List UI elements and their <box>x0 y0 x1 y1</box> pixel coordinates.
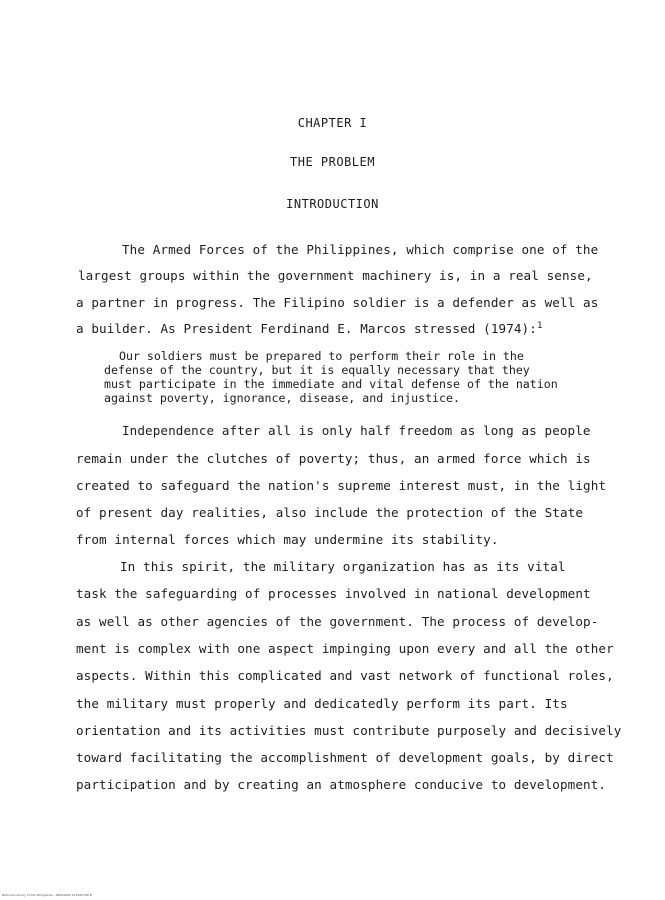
paragraph-line: ment is complex with one aspect impinging upon every and all the other <box>76 641 614 656</box>
paragraph-text: a builder. As President Ferdinand E. Marcos stressed (1974): <box>76 321 537 337</box>
paragraph-line: The Armed Forces of the Philippines, which comprise one of the <box>122 242 599 257</box>
quote-line: must participate in the immediate and vital defense of the nation <box>104 377 558 391</box>
quote-line: defense of the country, but it is equally necessary that they <box>104 363 530 377</box>
paragraph-line: as well as other agencies of the government. The process of develop- <box>76 614 599 629</box>
paragraph-line: from internal forces which may undermine its stability. <box>76 532 499 547</box>
paragraph-line: toward facilitating the accomplishment of development goals, by direct <box>76 750 614 765</box>
paragraph-line: of present day realities, also include the protection of the State <box>76 505 584 520</box>
paragraph-line: Independence after all is only half freedom as long as people <box>122 423 591 438</box>
paragraph-line: participation and by creating an atmosphere conducive to development. <box>76 777 607 792</box>
paragraph-line: a partner in progress. The Filipino soldier is a defender as well as <box>76 295 599 310</box>
paragraph-line: task the safeguarding of processes involved in national development <box>76 586 591 601</box>
footnote-marker: 1 <box>536 321 543 331</box>
scan-footer: National Library of the Philippines · ISBN/ISSN 123456789 B <box>2 893 92 897</box>
paragraph-line: In this spirit, the military organization has as its vital <box>120 559 566 574</box>
section-heading: INTRODUCTION <box>286 197 379 211</box>
paragraph-line: created to safeguard the nation's supreme interest must, in the light <box>76 478 607 493</box>
paragraph-line: largest groups within the government machinery is, in a real sense, <box>78 268 593 283</box>
paragraph-line: orientation and its activities must contribute purposely and decisively <box>76 723 622 738</box>
chapter-title: THE PROBLEM <box>290 155 375 169</box>
chapter-heading: CHAPTER I <box>297 116 368 130</box>
paragraph-line: the military must properly and dedicatedly perform its part. Its <box>76 696 568 711</box>
paragraph-line <box>76 321 542 336</box>
quote-line: Our soldiers must be prepared to perform their role in the <box>119 349 524 363</box>
paragraph-line: aspects. Within this complicated and vast network of functional roles, <box>76 668 614 683</box>
paragraph-line: remain under the clutches of poverty; thus, an armed force which is <box>76 451 591 466</box>
quote-line: against poverty, ignorance, disease, and injustice. <box>104 391 460 405</box>
